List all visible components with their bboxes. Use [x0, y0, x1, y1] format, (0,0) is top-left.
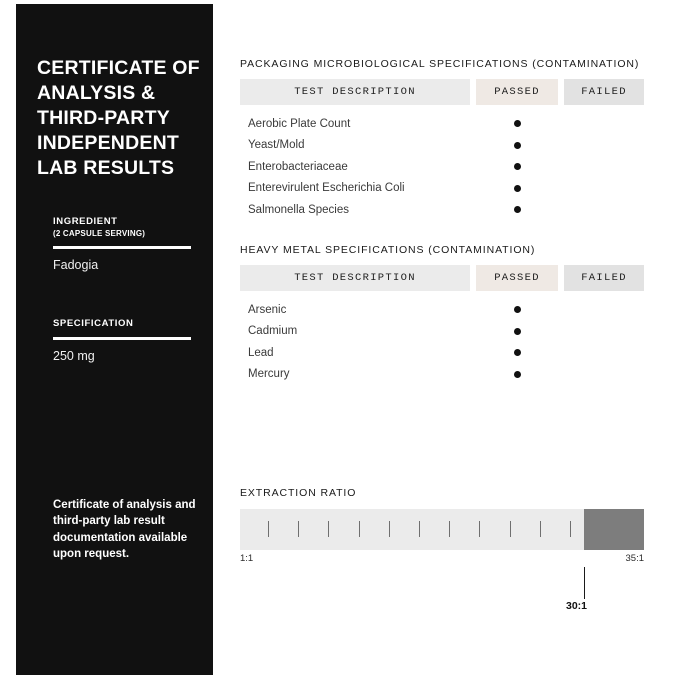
ingredient-subheading: (2 CAPSULE SERVING): [53, 229, 146, 238]
pass-dot-icon: [514, 328, 521, 335]
pass-dot-icon: [514, 206, 521, 213]
table-row: [240, 364, 644, 386]
column-header-passed: PASSED: [476, 265, 558, 291]
table-row: [240, 178, 644, 200]
passed-cell: [476, 115, 558, 133]
passed-cell: [476, 158, 558, 176]
ingredient-heading: INGREDIENT: [53, 216, 118, 227]
ratio-tick: [419, 521, 420, 537]
packaging-table: [240, 79, 644, 221]
ratio-tick: [389, 521, 390, 537]
pass-dot-icon: [514, 306, 521, 313]
test-description: Yeast/Mold: [248, 139, 305, 152]
column-header-failed: FAILED: [564, 79, 644, 105]
table-row: [240, 113, 644, 135]
ratio-tick: [570, 521, 571, 537]
test-description: Aerobic Plate Count: [248, 117, 351, 130]
column-header-passed: PASSED: [476, 79, 558, 105]
test-description: Mercury: [248, 368, 290, 381]
ingredient-block: [53, 216, 203, 272]
column-header-failed: FAILED: [564, 265, 644, 291]
extraction-ratio-block: [240, 487, 644, 617]
pass-dot-icon: [514, 371, 521, 378]
test-description: Arsenic: [248, 303, 287, 316]
packaging-title: PACKAGING MICROBIOLOGICAL SPECIFICATIONS (CONTAMINATION): [240, 58, 640, 70]
page-title: CERTIFICATE OF ANALYSIS & THIRD-PARTY INDEPENDENT LAB RESULTS: [37, 57, 200, 179]
test-description: Enterevirulent Escherichia Coli: [248, 182, 405, 195]
table-row: [240, 299, 644, 321]
table-row: [240, 321, 644, 343]
heavy-metal-table: [240, 265, 644, 385]
table-row: [240, 156, 644, 178]
passed-cell: [476, 201, 558, 219]
ratio-fill: [584, 509, 644, 550]
packaging-specifications-block: [240, 58, 644, 221]
ratio-tick: [359, 521, 360, 537]
column-header-description: TEST DESCRIPTION: [240, 265, 470, 291]
specification-block: [53, 318, 203, 363]
heavy-metal-table-header: [240, 265, 644, 291]
pass-dot-icon: [514, 349, 521, 356]
extraction-ratio-bar: [240, 509, 644, 550]
passed-cell: [476, 365, 558, 383]
packaging-table-body: [240, 105, 644, 221]
ratio-tick: [479, 521, 480, 537]
ratio-max-label: 35:1: [625, 553, 644, 564]
ratio-tick: [510, 521, 511, 537]
ratio-tick: [298, 521, 299, 537]
extraction-ratio-title: EXTRACTION RATIO: [240, 487, 357, 499]
table-row: [240, 342, 644, 364]
specification-value: 250 mg: [53, 349, 95, 363]
pass-dot-icon: [514, 163, 521, 170]
ratio-scale-labels: [240, 553, 644, 567]
ratio-marker: [240, 567, 644, 617]
ratio-tick: [268, 521, 269, 537]
content-area: [240, 0, 660, 679]
heavy-metal-table-body: [240, 291, 644, 385]
test-description: Lead: [248, 346, 274, 359]
column-header-description: TEST DESCRIPTION: [240, 79, 470, 105]
passed-cell: [476, 136, 558, 154]
pass-dot-icon: [514, 142, 521, 149]
heavy-metal-specifications-block: [240, 244, 644, 385]
specification-divider: [53, 337, 191, 340]
ratio-marker-label: 30:1: [566, 600, 588, 612]
pass-dot-icon: [514, 185, 521, 192]
left-info-panel: [16, 4, 213, 675]
passed-cell: [476, 179, 558, 197]
passed-cell: [476, 301, 558, 319]
test-description: Salmonella Species: [248, 203, 350, 216]
ratio-tick: [449, 521, 450, 537]
packaging-table-header: [240, 79, 644, 105]
ingredient-divider: [53, 246, 191, 249]
ingredient-value: Fadogia: [53, 258, 99, 272]
pass-dot-icon: [514, 120, 521, 127]
ratio-min-label: 1:1: [240, 553, 254, 564]
test-description: Enterobacteriaceae: [248, 160, 348, 173]
ratio-tick: [328, 521, 329, 537]
footnote-text: Certificate of analysis and third-party lab result documentation available upon request.: [53, 499, 196, 560]
heavy-metal-title: HEAVY METAL SPECIFICATIONS (CONTAMINATION): [240, 244, 536, 256]
test-description: Cadmium: [248, 325, 298, 338]
table-row: [240, 135, 644, 157]
ratio-tick: [540, 521, 541, 537]
ratio-marker-line: [584, 567, 585, 599]
passed-cell: [476, 344, 558, 362]
passed-cell: [476, 322, 558, 340]
table-row: [240, 199, 644, 221]
specification-heading: SPECIFICATION: [53, 318, 134, 329]
